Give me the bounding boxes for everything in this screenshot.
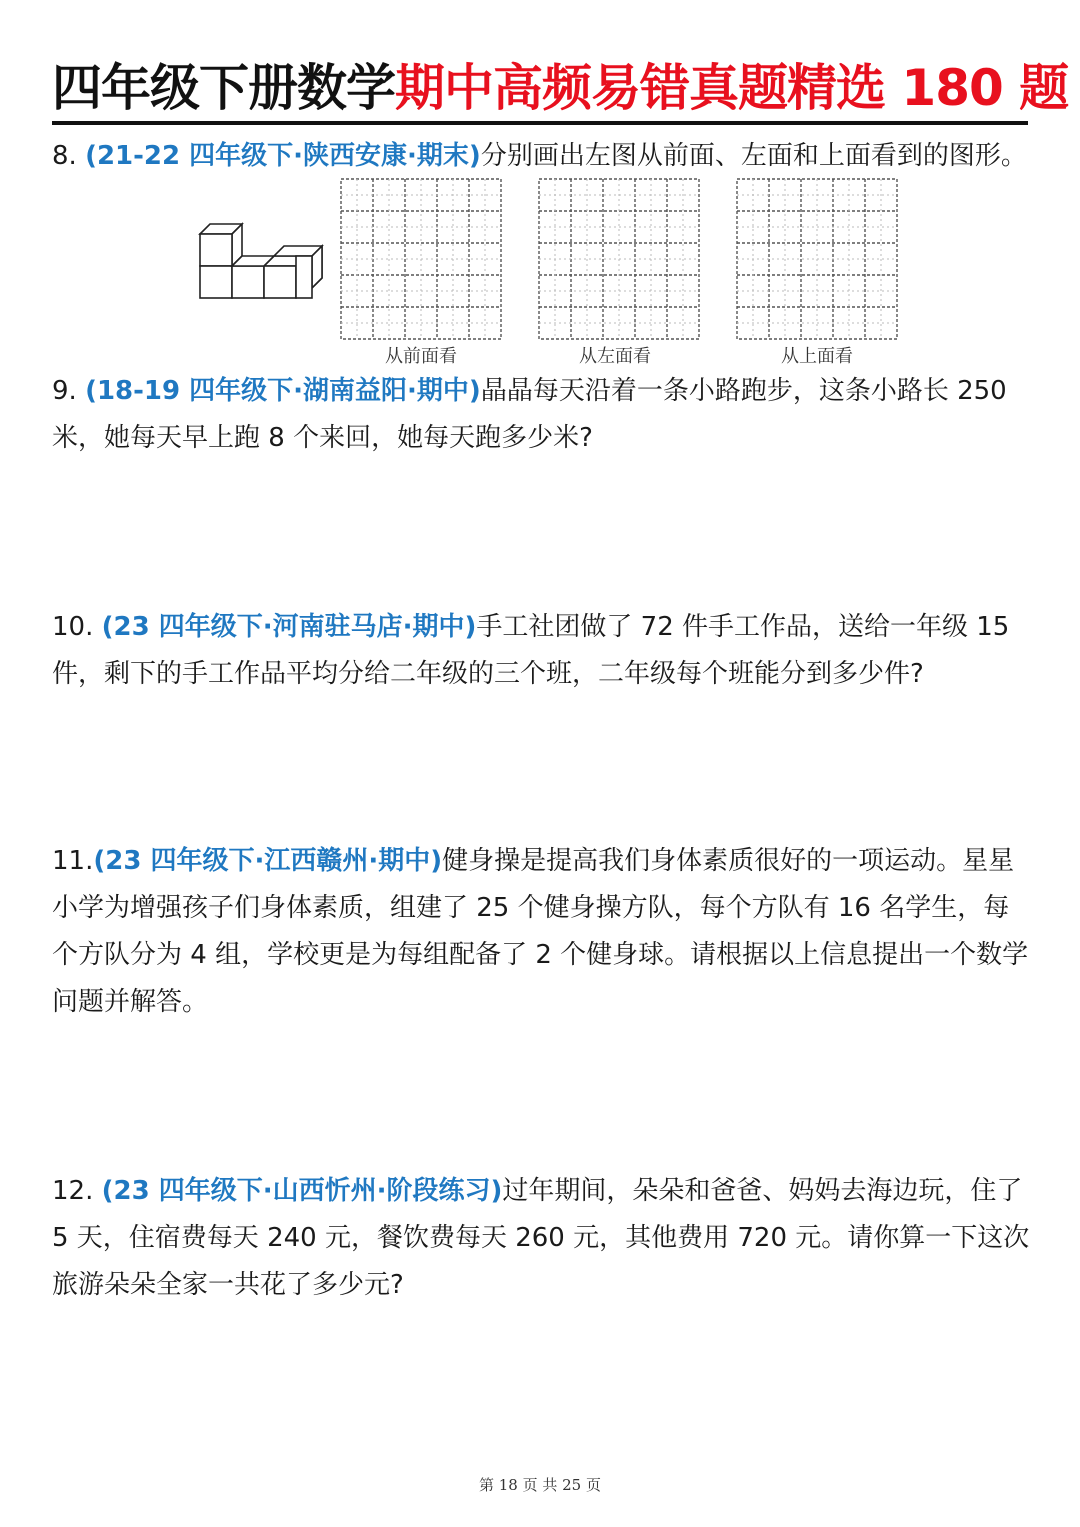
question-text: 健身操是提高我们身体素质很好的一项运动。星星小学为增强孩子们身体素质，组建了 25 个健身操方队，每个方队有 16 名学生，每个方队分为 4 组，学校更是为每组配备了 2 个健身球。请根据以上信息提出一个数学问题并解答。	[52, 846, 1029, 1017]
grid-left-view[interactable]	[538, 178, 700, 340]
question-source: (23 四年级下·山西忻州·阶段练习)	[101, 1176, 503, 1206]
page-title	[52, 58, 1069, 118]
question-number: 12.	[52, 1176, 94, 1206]
cube-stack-figure	[198, 222, 324, 304]
question-10	[52, 604, 1032, 698]
question-number: 8.	[52, 141, 77, 171]
question-11	[52, 838, 1032, 1026]
question-text: 分别画出左图从前面、左面和上面看到的图形。	[480, 141, 1027, 171]
question-text: 手工社团做了 72 件手工作品，送给一年级 15 件，剩下的手工作品平均分给二年级的三个班，二年级每个班能分到多少件?	[52, 612, 1010, 689]
question-9	[52, 368, 1032, 462]
title-red-part: 期中高频易错真题精选 180 题	[395, 59, 1069, 117]
question-text: 过年期间，朵朵和爸爸、妈妈去海边玩，住了 5 天，住宿费每天 240 元，餐饮费每天 260 元，其他费用 720 元。请你算一下这次旅游朵朵全家一共花了多少元?	[52, 1176, 1030, 1300]
question-source: (23 四年级下·江西赣州·期中)	[93, 846, 443, 876]
dotted-grid	[538, 178, 700, 340]
question-text: 晶晶每天沿着一条小路跑步，这条小路长 250 米，她每天早上跑 8 个来回，她每天跑多少米?	[52, 376, 1007, 453]
question-number: 9.	[52, 376, 77, 406]
question-source: (23 四年级下·河南驻马店·期中)	[101, 612, 477, 642]
grid-top-view[interactable]	[736, 178, 898, 340]
question-12	[52, 1168, 1032, 1309]
title-underline	[52, 121, 1028, 125]
question-number: 11.	[52, 846, 94, 876]
question-8	[52, 133, 1032, 180]
question-source: (21-22 四年级下·陕西安康·期末)	[85, 141, 481, 171]
dotted-grid	[736, 178, 898, 340]
grid-front-view[interactable]	[340, 178, 502, 340]
grid-label-left: 从左面看	[579, 346, 651, 367]
question-source: (18-19 四年级下·湖南益阳·期中)	[85, 376, 481, 406]
grid-label-top: 从上面看	[781, 346, 853, 367]
grid-label-front: 从前面看	[385, 346, 457, 367]
page-number: 第 18 页 共 25 页	[478, 1476, 601, 1494]
dotted-grid	[340, 178, 502, 340]
question-number: 10.	[52, 612, 94, 642]
title-black-part: 四年级下册数学	[52, 59, 395, 117]
